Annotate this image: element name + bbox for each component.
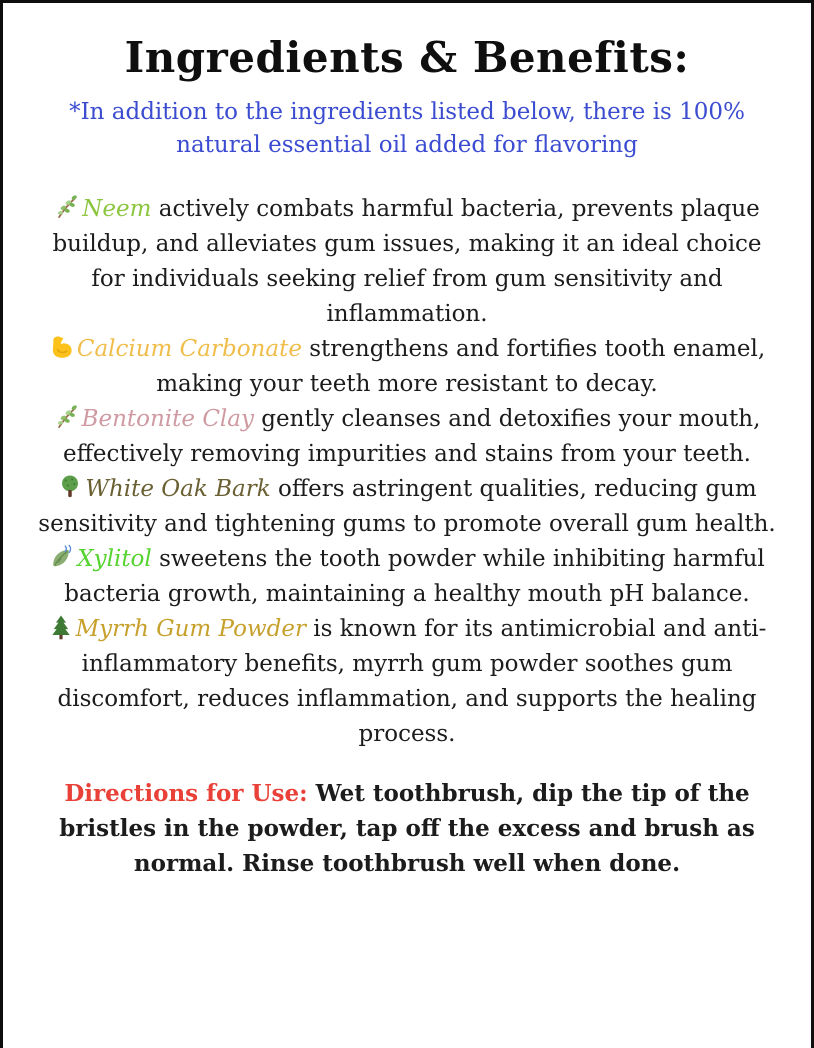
ingredient-item-bentonite-clay [37,402,777,472]
evergreen-tree-icon [48,614,74,640]
ingredient-description: sweetens the tooth powder while inhibiting harmful bacteria growth, maintaining a healthy mouth pH balance. [64,546,765,607]
ingredient-name: Bentonite Clay [81,406,254,432]
ingredient-description: actively combats harmful bacteria, prevents plaque buildup, and alleviates gum issues, making it an ideal choice for individuals seeking relief from gum sensitivity and inflammation. [52,196,762,327]
ingredient-description: strengthens and fortifies tooth enamel, making your teeth more resistant to decay. [156,336,766,397]
herb-icon [54,194,80,220]
leaf-fluttering-icon [49,544,75,570]
directions-label: Directions for Use: [64,780,308,807]
ingredient-item-white-oak-bark [37,472,777,542]
ingredient-name: Calcium Carbonate [76,336,302,362]
ingredient-name: White Oak Bark [85,476,271,502]
ingredient-description: is known for its antimicrobial and anti-inflammatory benefits, myrrh gum powder soothes gum discomfort, reduces inflammation, and supports the healing process. [57,616,767,747]
deciduous-tree-icon [57,474,83,500]
ingredient-list [37,192,777,752]
herb-icon [54,404,80,430]
page-subtitle: *In addition to the ingredients listed below, there is 100% natural essential oil added for flavoring [69,99,745,158]
ingredient-name: Xylitol [77,546,152,572]
flexed-biceps-icon [49,334,75,360]
ingredient-name: Myrrh Gum Powder [75,616,306,642]
ingredient-item-xylitol [37,542,777,612]
ingredient-name: Neem [82,196,152,222]
ingredient-item-myrrh-gum-powder [37,612,777,752]
page-title: Ingredients & Benefits: [124,33,690,82]
ingredient-description: offers astringent qualities, reducing gum sensitivity and tightening gums to promote overall gum health. [38,476,776,537]
ingredient-item-neem [37,192,777,332]
directions-text: Wet toothbrush, dip the tip of the bristles in the powder, tap off the excess and brush as normal. Rinse toothbrush well when done. [59,780,755,877]
directions-paragraph [37,776,777,881]
ingredient-description: gently cleanses and detoxifies your mouth, effectively removing impurities and stains from your teeth. [62,406,761,467]
ingredient-item-calcium-carbonate [37,332,777,402]
